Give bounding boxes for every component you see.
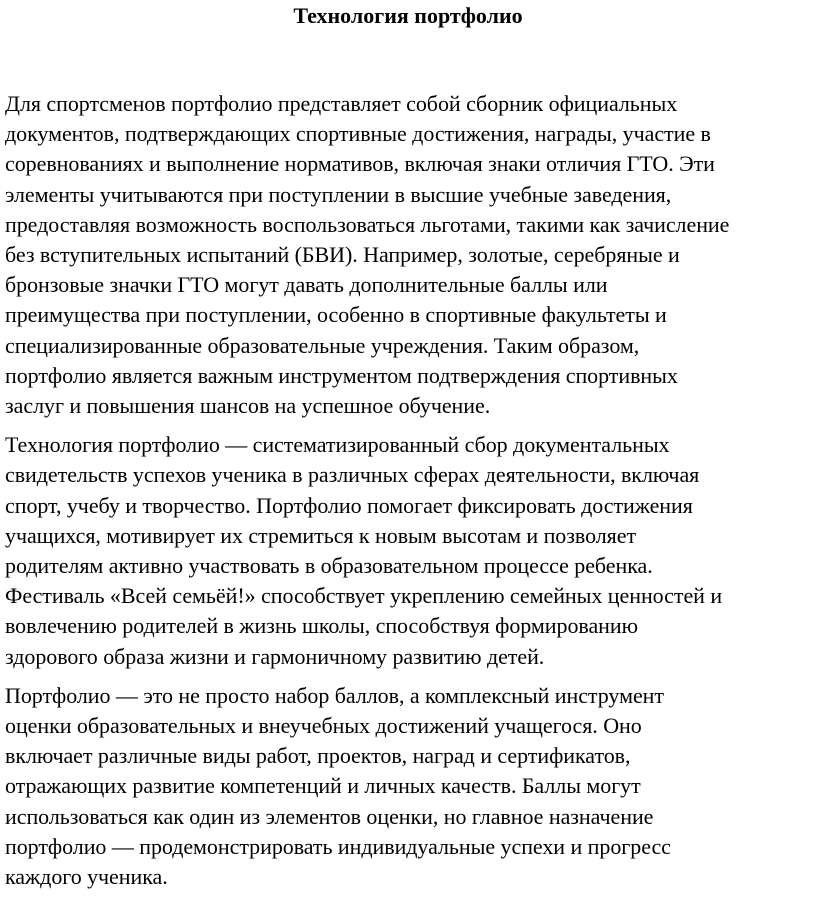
document-body [5,89,805,892]
document-title: Технология портфолио [293,3,523,28]
paragraph-portfolio-assessment [5,681,805,892]
text-line: заслуг и повышения шансов на успешное обучение. [5,393,491,419]
paragraph-portfolio-technology [5,430,805,672]
text-line: свидетельств успехов ученика в различных сферах деятельности, включая [5,462,700,488]
text-line: специализированные образовательные учреждения. Таким образом, [5,332,640,358]
text-line: использоваться как один из элементов оценки, но главное назначение [5,803,654,829]
paragraph-athletes-portfolio [5,89,805,421]
text-line: родителям активно участвовать в образовательном процессе ребенка. [5,553,653,579]
text-line: отражающих развитие компетенций и личных качеств. Баллы могут [5,773,641,799]
text-line: вовлечению родителей в жизнь школы, способствуя формированию [5,613,639,639]
text-line: без вступительных испытаний (БВИ). Например, золотые, серебряные и [5,242,680,268]
text-line: здорового образа жизни и гармоничному развитию детей. [5,643,545,669]
text-line: каждого ученика. [5,864,168,890]
text-line: оценки образовательных и внеучебных достижений учащегося. Оно [5,713,642,739]
text-line: соревнованиях и выполнение нормативов, включая знаки отличия ГТО. Эти [5,151,715,177]
text-line: портфолио является важным инструментом подтверждения спортивных [5,362,678,388]
text-line: Портфолио — это не просто набор баллов, а комплексный инструмент [5,682,664,708]
text-line: предоставляя возможность воспользоваться льготами, такими как зачисление [5,211,730,237]
text-line: документов, подтверждающих спортивные достижения, награды, участие в [5,121,711,147]
text-line: включает различные виды работ, проектов, наград и сертификатов, [5,743,631,769]
text-line: Для спортсменов портфолио представляет собой сборник официальных [5,91,678,116]
text-line: бронзовые значки ГТО могут давать дополнительные баллы или [5,272,608,298]
text-line: преимущества при поступлении, особенно в спортивные факультеты и [5,302,667,328]
text-line: элементы учитываются при поступлении в высшие учебные заведения, [5,181,672,207]
text-line: учащихся, мотивирует их стремиться к новым высотам и позволяет [5,522,637,548]
text-line: Технология портфолио — систематизированный сбор документальных [5,432,670,458]
text-line: портфолио — продемонстрировать индивидуальные успехи и прогресс [5,833,671,859]
text-line: Фестиваль «Всей семьёй!» способствует укреплению семейных ценностей и [5,583,723,609]
text-line: спорт, учебу и творчество. Портфолио помогает фиксировать достижения [5,492,693,518]
